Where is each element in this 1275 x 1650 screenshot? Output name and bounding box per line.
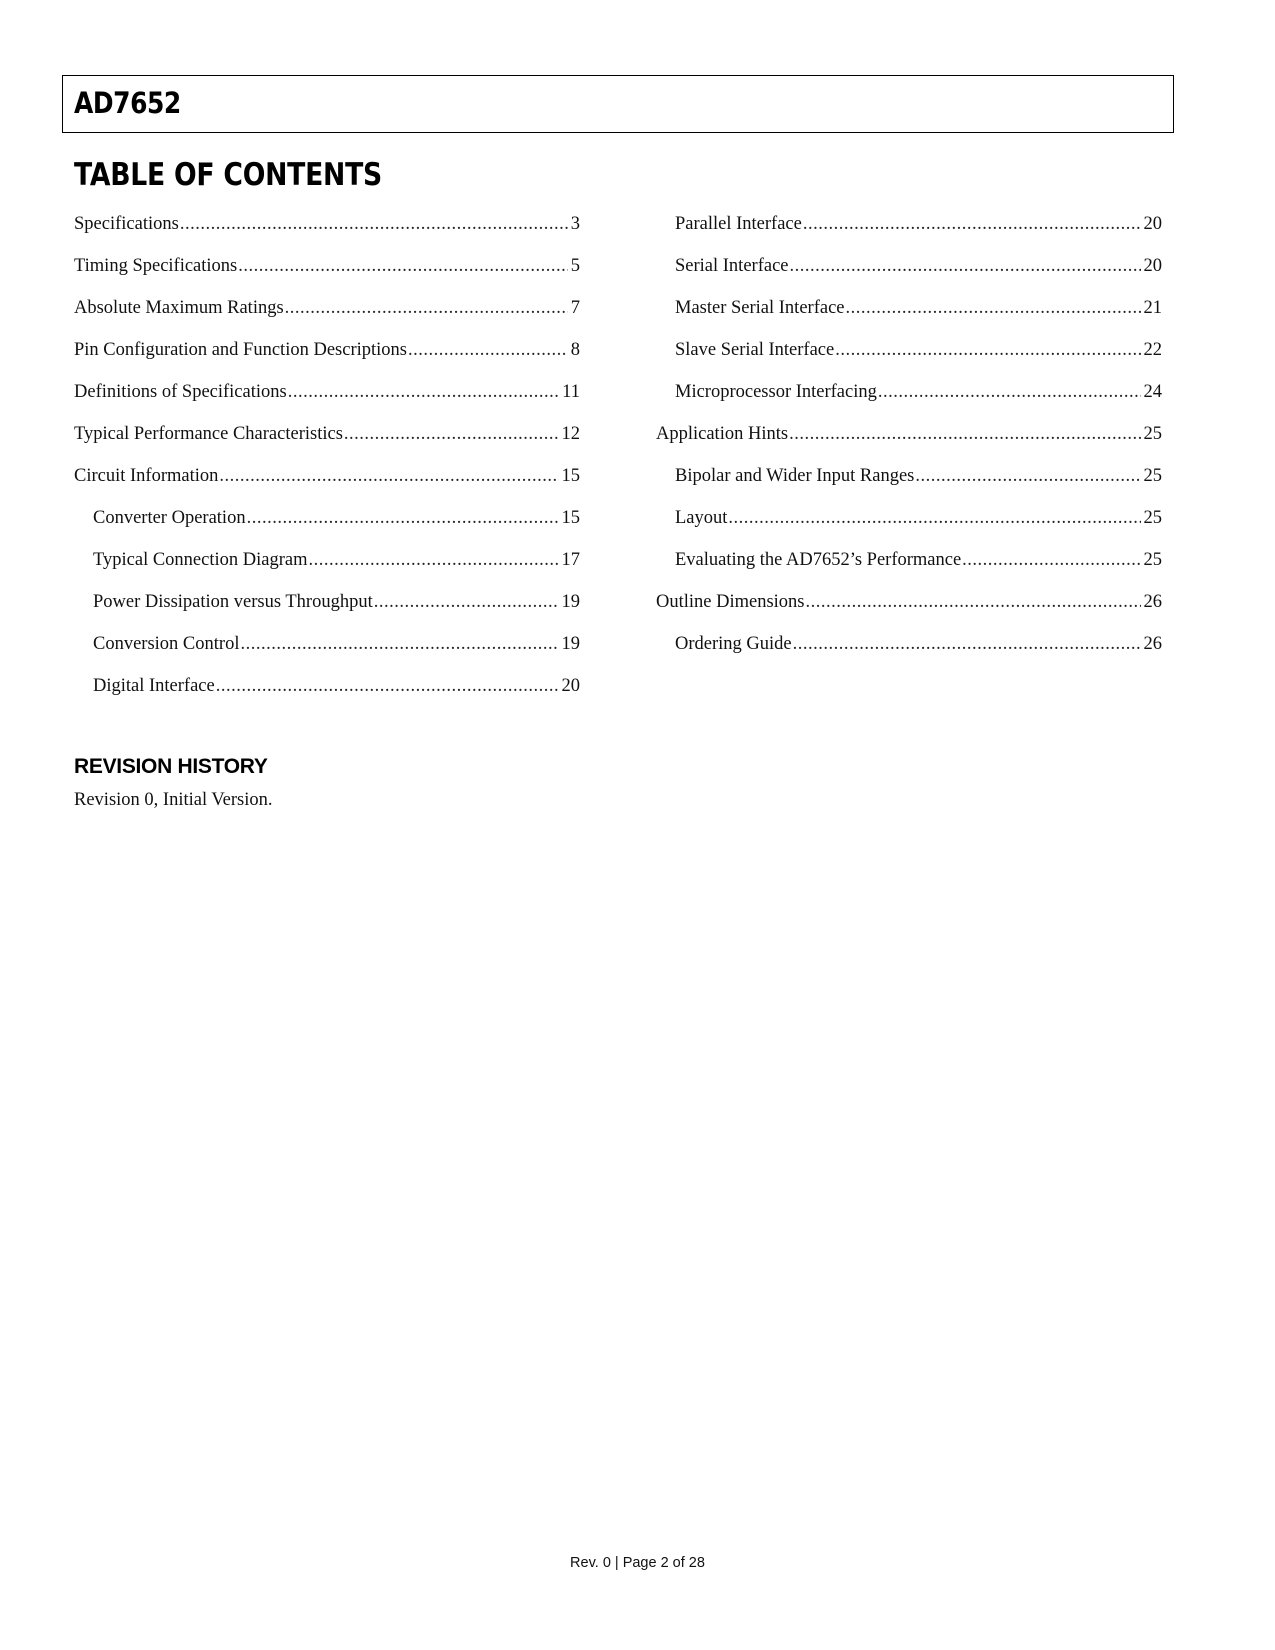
toc-entry-label: Absolute Maximum Ratings xyxy=(74,298,284,318)
toc-entry-label: Circuit Information xyxy=(74,466,219,486)
toc-entry-page: 15 xyxy=(561,508,580,528)
page-footer: Rev. 0 | Page 2 of 28 xyxy=(570,1555,705,1571)
toc-entry-label: Outline Dimensions xyxy=(656,592,805,612)
toc-entry[interactable] xyxy=(656,381,1162,423)
toc-entry-page: 26 xyxy=(1143,634,1162,654)
toc-dot-leader xyxy=(374,591,559,613)
toc-entry[interactable] xyxy=(656,633,1162,675)
toc-entry-label: Specifications xyxy=(74,214,179,234)
toc-dot-leader xyxy=(790,255,1141,277)
toc-entry-page: 19 xyxy=(561,634,580,654)
toc-entry-page: 25 xyxy=(1143,466,1162,486)
toc-dot-leader xyxy=(962,549,1140,571)
toc-entry[interactable] xyxy=(656,591,1162,633)
toc-entry[interactable] xyxy=(656,423,1162,465)
header-box xyxy=(62,75,1174,133)
toc-entry-label: Ordering Guide xyxy=(675,634,792,654)
toc-entry-page: 17 xyxy=(561,550,580,570)
toc-entry[interactable] xyxy=(74,255,580,297)
toc-entry-label: Parallel Interface xyxy=(675,214,802,234)
toc-entry[interactable] xyxy=(656,339,1162,381)
toc-entry-page: 8 xyxy=(570,340,580,360)
toc-entry-label: Converter Operation xyxy=(93,508,246,528)
toc-entry-page: 12 xyxy=(561,424,580,444)
toc-entry-label: Master Serial Interface xyxy=(675,298,845,318)
toc-dot-leader xyxy=(806,591,1141,613)
toc-entry-label: Layout xyxy=(675,508,728,528)
toc-entry[interactable] xyxy=(656,297,1162,339)
toc-entry-page: 26 xyxy=(1143,592,1162,612)
toc-entry-page: 20 xyxy=(1143,256,1162,276)
toc-entry[interactable] xyxy=(74,423,580,465)
toc-entry[interactable] xyxy=(74,339,580,381)
toc-entry-page: 25 xyxy=(1143,424,1162,444)
toc-entry-label: Pin Configuration and Function Descriptions xyxy=(74,340,407,360)
toc-entry-page: 3 xyxy=(570,214,580,234)
toc-entry-label: Definitions of Specifications xyxy=(74,382,287,402)
toc-entry-page: 24 xyxy=(1143,382,1162,402)
toc-dot-leader xyxy=(285,297,568,319)
toc-entry[interactable] xyxy=(74,297,580,339)
toc-entry[interactable] xyxy=(656,213,1162,255)
toc-right-column xyxy=(656,213,1162,675)
toc-entry-page: 20 xyxy=(1143,214,1162,234)
toc-entry-label: Power Dissipation versus Throughput xyxy=(93,592,373,612)
toc-entry-label: Timing Specifications xyxy=(74,256,238,276)
toc-entry[interactable] xyxy=(74,591,580,633)
toc-entry-label: Digital Interface xyxy=(93,676,215,696)
toc-entry-page: 25 xyxy=(1143,508,1162,528)
revision-history-text: Revision 0, Initial Version. xyxy=(74,790,273,810)
toc-entry-label: Application Hints xyxy=(656,424,789,444)
toc-dot-leader xyxy=(835,339,1140,361)
toc-entry-label: Microprocessor Interfacing xyxy=(675,382,877,402)
toc-dot-leader xyxy=(878,381,1141,403)
toc-entry-label: Typical Connection Diagram xyxy=(93,550,308,570)
toc-entry-page: 7 xyxy=(570,298,580,318)
toc-entry-page: 20 xyxy=(561,676,580,696)
toc-entry-label: Bipolar and Wider Input Ranges xyxy=(675,466,915,486)
toc-dot-leader xyxy=(915,465,1140,487)
toc-entry[interactable] xyxy=(74,549,580,591)
toc-dot-leader xyxy=(793,633,1141,655)
toc-dot-leader xyxy=(803,213,1141,235)
toc-entry-page: 22 xyxy=(1143,340,1162,360)
toc-entry-page: 25 xyxy=(1143,550,1162,570)
toc-dot-leader xyxy=(408,339,568,361)
toc-dot-leader xyxy=(344,423,559,445)
toc-dot-leader xyxy=(288,381,559,403)
toc-entry-label: Evaluating the AD7652’s Performance xyxy=(675,550,962,570)
toc-entry[interactable] xyxy=(74,213,580,255)
toc-dot-leader xyxy=(240,633,558,655)
toc-entry-page: 19 xyxy=(561,592,580,612)
toc-dot-leader xyxy=(846,297,1141,319)
toc-entry[interactable] xyxy=(74,465,580,507)
toc-entry[interactable] xyxy=(656,255,1162,297)
toc-entry[interactable] xyxy=(656,507,1162,549)
toc-dot-leader xyxy=(789,423,1140,445)
toc-entry-label: Serial Interface xyxy=(675,256,789,276)
revision-history-heading: REVISION HISTORY xyxy=(74,755,268,778)
toc-entry[interactable] xyxy=(656,549,1162,591)
toc-entry[interactable] xyxy=(74,633,580,675)
toc-entry-label: Typical Performance Characteristics xyxy=(74,424,343,444)
toc-dot-leader xyxy=(238,255,568,277)
toc-entry-page: 21 xyxy=(1143,298,1162,318)
toc-entry-page: 11 xyxy=(562,382,580,402)
toc-entry[interactable] xyxy=(74,381,580,423)
toc-dot-leader xyxy=(216,675,559,697)
toc-dot-leader xyxy=(308,549,558,571)
toc-entry[interactable] xyxy=(74,507,580,549)
toc-entry[interactable] xyxy=(74,675,580,717)
toc-dot-leader xyxy=(728,507,1140,529)
part-number: AD7652 xyxy=(74,86,181,120)
toc-dot-leader xyxy=(180,213,568,235)
toc-entry-label: Conversion Control xyxy=(93,634,240,654)
toc-entry[interactable] xyxy=(656,465,1162,507)
toc-title: TABLE OF CONTENTS xyxy=(74,157,382,193)
toc-dot-leader xyxy=(247,507,559,529)
toc-entry-label: Slave Serial Interface xyxy=(675,340,835,360)
toc-left-column xyxy=(74,213,580,717)
toc-dot-leader xyxy=(219,465,558,487)
toc-entry-page: 15 xyxy=(561,466,580,486)
toc-entry-page: 5 xyxy=(570,256,580,276)
